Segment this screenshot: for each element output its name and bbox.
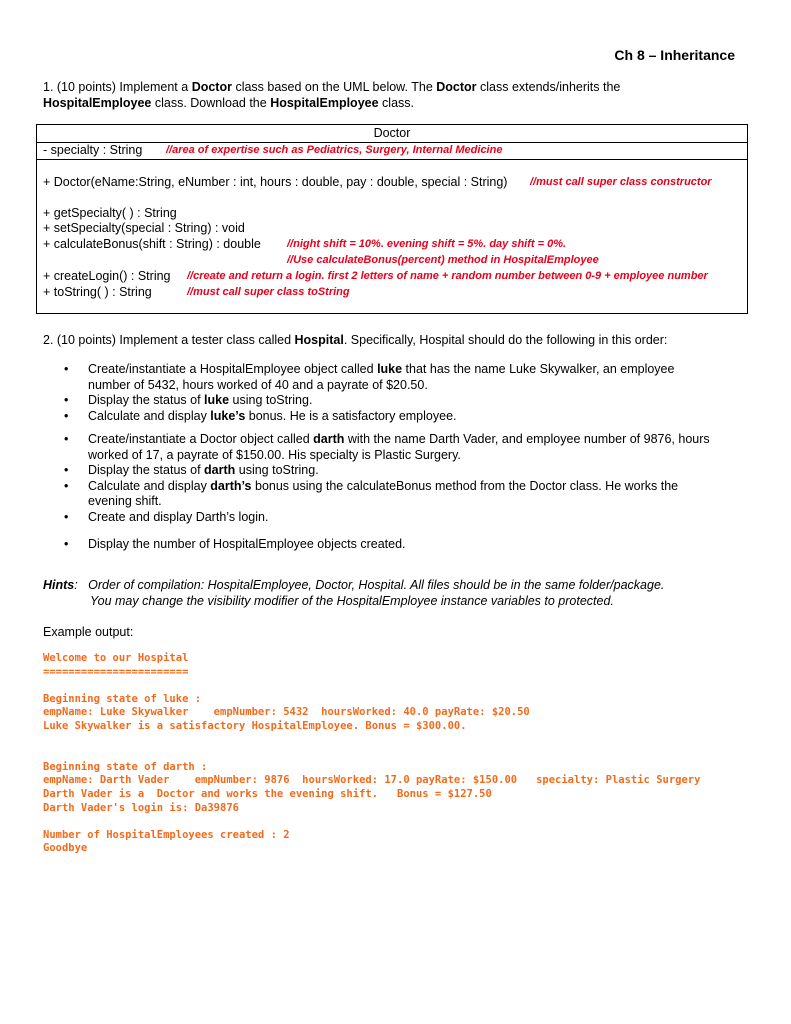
- bullet-icon: •: [64, 393, 69, 407]
- uml-login-comment: //create and return a login. first 2 letters of name + random number between 0-9 + employee number: [187, 270, 708, 282]
- question-1: 1. (10 points) Implement a Doctor class based on the UML below. The Doctor class extends/inherits the HospitalEmployee class. Download the HospitalEmployee class.: [43, 80, 621, 110]
- uml-method-getspecialty: + getSpecialty( ) : String: [43, 206, 177, 220]
- list-item: • Calculate and display darth’s bonus using the calculateBonus method from the Doctor class. He works the evening shift.: [64, 478, 679, 508]
- bullet-icon: •: [64, 537, 69, 551]
- bullet-icon: •: [64, 509, 69, 524]
- uml-constructor: + Doctor(eName:String, eNumber : int, hours : double, pay : double, special : String): [43, 175, 508, 189]
- example-output-label: Example output:: [43, 625, 134, 639]
- list-item: • Create/instantiate a Doctor object called darth with the name Darth Vader, and employee number of 9876, hours worked of 17, a payrate of $150.00. His specialty is Plastic Surgery.: [64, 432, 710, 462]
- uml-method-calculatebonus: + calculateBonus(shift : String) : double: [43, 237, 261, 251]
- uml-field-specialty: - specialty : String: [43, 143, 143, 157]
- uml-class-name: Doctor: [373, 126, 411, 140]
- example-output: Welcome to our Hospital ======================= Beginning state of luke : empName: Luke Skywalker empNumber: 5432 hoursWorked: 40.0 payRate: $20.50 Luke Skywalker is a satisfactory HospitalEmployee. Bonus = $300.00. Beginning state of darth : empName: Darth Vader empNumber: 9876 hoursWorked: 17.0 payRate: $150.00 specialty: Plastic Surgery Darth Vader is a Doctor and works the evening shift. Bonus = $127.50 Darth Vader's login is: Da39876 Number of HospitalEmployees created : 2 Goodbye: [43, 652, 701, 855]
- uml-field-comment: //area of expertise such as Pediatrics, Surgery, Internal Medicine: [166, 144, 503, 156]
- bullet-icon: •: [64, 463, 69, 477]
- task-list: [62, 362, 722, 553]
- list-item: • Display the number of HospitalEmployee objects created.: [64, 537, 406, 551]
- uml-tostring-comment: //must call super class toString: [187, 286, 350, 298]
- bullet-icon: •: [64, 478, 69, 493]
- question-2: 2. (10 points) Implement a tester class called Hospital. Specifically, Hospital should do the following in this order:: [43, 333, 668, 347]
- list-item: • Display the status of luke using toString.: [64, 393, 313, 407]
- uml-method-createlogin: + createLogin() : String: [43, 269, 171, 283]
- uml-divider: [37, 142, 747, 143]
- uml-method-tostring: + toString( ) : String: [43, 285, 152, 299]
- uml-constructor-comment: //must call super class constructor: [530, 176, 712, 188]
- bullet-icon: •: [64, 362, 69, 376]
- hints: Hints: Order of compilation: HospitalEmployee, Doctor, Hospital. All files should be in the same folder/package. You may change the visibility modifier of the HospitalEmployee instance variables to protected.: [43, 578, 665, 608]
- uml-bonus-comment: //night shift = 10%. evening shift = 5%. day shift = 0%.: [287, 238, 567, 250]
- list-item: • Create and display Darth’s login.: [64, 509, 269, 524]
- uml-method-setspecialty: + setSpecialty(special : String) : void: [43, 221, 245, 235]
- uml-diagram: [36, 124, 748, 314]
- list-item: • Create/instantiate a HospitalEmployee object called luke that has the name Luke Skywalker, an employee number of 5432, hours worked of 40 and a payrate of $20.50.: [64, 362, 675, 392]
- chapter-title: Ch 8 – Inheritance: [614, 47, 735, 63]
- uml-divider: [37, 159, 747, 160]
- bullet-icon: •: [64, 432, 69, 446]
- list-item: • Display the status of darth using toString.: [64, 463, 319, 477]
- list-item: • Calculate and display luke’s bonus. He is a satisfactory employee.: [64, 408, 457, 423]
- uml-bonus-comment-2: //Use calculateBonus(percent) method in HospitalEmployee: [287, 254, 599, 266]
- bullet-icon: •: [64, 408, 69, 423]
